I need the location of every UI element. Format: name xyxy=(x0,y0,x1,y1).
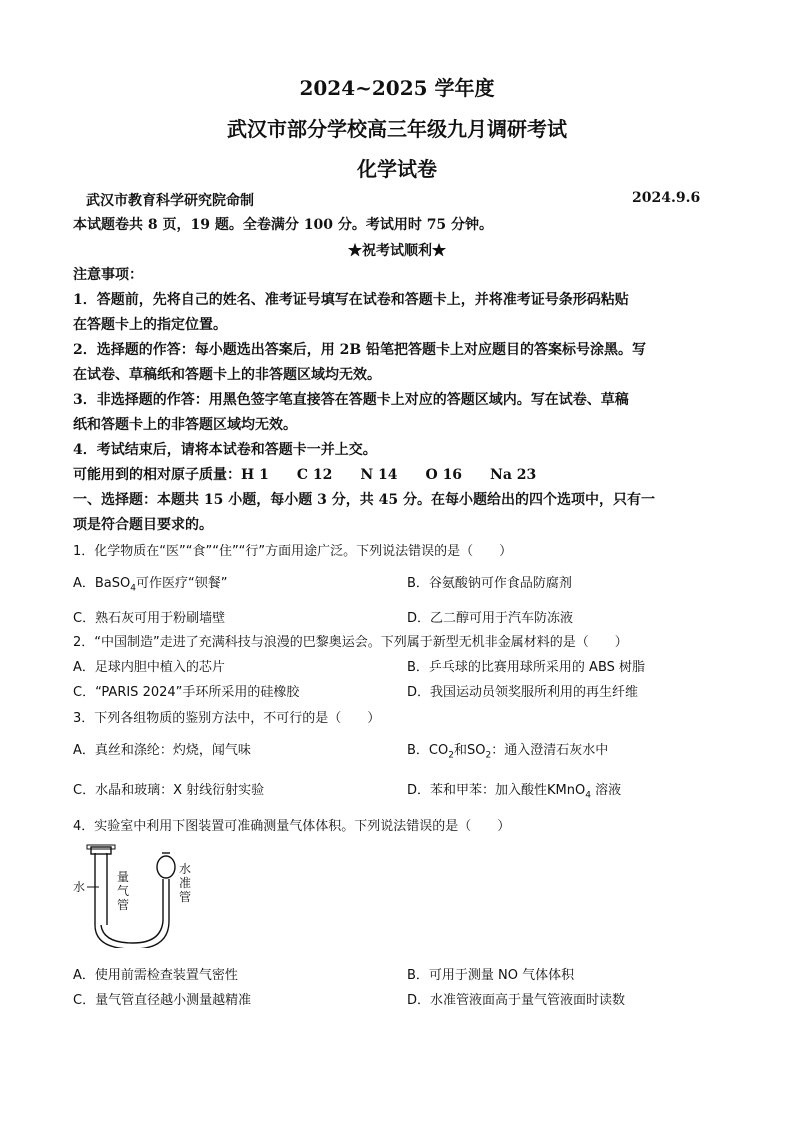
issuer: 武汉市教育科学研究院命制 xyxy=(86,193,254,209)
subject-title: 化学试卷 xyxy=(357,157,437,181)
exam-summary: 本试题卷共 8 页，19 题。全卷满分 100 分。考试用时 75 分钟。 xyxy=(73,217,494,233)
question-4-option-d: D．水准管液面高于量气管液面时读数 xyxy=(407,993,626,1008)
question-4-option-a: A．使用前需检查装置气密性 xyxy=(73,968,238,983)
question-2-option-a: A．足球内胆中植入的芯片 xyxy=(73,660,225,675)
question-3-stem: 3．下列各组物质的鉴别方法中，不可行的是（ ） xyxy=(73,711,381,726)
gas-measurement-apparatus xyxy=(73,843,213,948)
note-2-line-1: 2．选择题的作答：每小题选出答案后，用 2B 铅笔把答题卡上对应题目的答案标号涂黑。写 xyxy=(73,342,647,358)
question-3-option-a: A．真丝和涤纶：灼烧，闻气味 xyxy=(73,743,251,758)
exam-date: 2024.9.6 xyxy=(632,190,701,206)
question-4-option-b: B．可用于测量 NO 气体体积 xyxy=(407,968,575,983)
note-1-line-1: 1．答题前，先将自己的姓名、准考证号填写在试卷和答题卡上，并将准考证号条形码粘贴 xyxy=(73,292,629,308)
question-1-option-b: B．谷氨酸钠可作食品防腐剂 xyxy=(407,576,572,591)
note-1-line-2: 在答题卡上的指定位置。 xyxy=(73,317,227,333)
good-luck-banner: ★祝考试顺利★ xyxy=(348,243,446,259)
figure-label-level-tube: 水准管 xyxy=(179,862,192,904)
section-1-line-1: 一、选择题：本题共 15 小题，每小题 3 分，共 45 分。在每小题给出的四个选项中，只有一 xyxy=(73,492,655,508)
question-4-option-c: C．量气管直径越小测量越精准 xyxy=(73,993,252,1008)
question-2-option-c: C．“PARIS 2024”手环所采用的硅橡胶 xyxy=(73,685,300,700)
exam-title: 武汉市部分学校高三年级九月调研考试 xyxy=(227,117,567,141)
question-4-stem: 4．实验室中利用下图装置可准确测量气体体积。下列说法错误的是（ ） xyxy=(73,819,511,834)
atomic-masses: 可能用到的相对原子质量：H 1 C 12 N 14 O 16 Na 23 xyxy=(73,467,537,483)
question-3-option-c: C．水晶和玻璃：X 射线衍射实验 xyxy=(73,783,265,798)
question-1-stem: 1．化学物质在“医”“食”“住”“行”方面用途广泛。下列说法错误的是（ ） xyxy=(73,544,513,559)
figure-label-water: 水 xyxy=(73,880,86,894)
figure-label-gas-tube: 量气管 xyxy=(117,870,130,912)
note-4: 4．考试结束后，请将本试卷和答题卡一并上交。 xyxy=(73,442,377,458)
section-1-line-2: 项是符合题目要求的。 xyxy=(73,517,213,533)
question-1-option-a: A．BaSO$_4$可作医疗“钡餐” xyxy=(73,576,228,594)
notes-heading: 注意事项： xyxy=(73,267,143,283)
question-1-option-d: D．乙二醇可用于汽车防冻液 xyxy=(407,611,574,626)
question-3-option-d: D．苯和甲苯：加入酸性KMnO$_4$ 溶液 xyxy=(407,783,622,801)
school-year-title: 2024~2025 学年度 xyxy=(299,76,495,100)
question-2-option-d: D．我国运动员领奖服所利用的再生纤维 xyxy=(407,685,639,700)
question-3-option-b: B．$CO_2$和$SO_2$：通入澄清石灰水中 xyxy=(407,743,609,761)
note-2-line-2: 在试卷、草稿纸和答题卡上的非答题区域均无效。 xyxy=(73,367,381,383)
question-2-stem: 2．“中国制造”走进了充满科技与浪漫的巴黎奥运会。下列属于新型无机非金属材料的是（ ） xyxy=(73,635,628,650)
note-3-line-1: 3．非选择题的作答：用黑色签字笔直接答在答题卡上对应的答题区域内。写在试卷、草稿 xyxy=(73,392,629,408)
question-2-option-b: B．乒乓球的比赛用球所采用的 ABS 树脂 xyxy=(407,660,646,675)
question-1-option-c: C．熟石灰可用于粉刷墙壁 xyxy=(73,611,226,626)
note-3-line-2: 纸和答题卡上的非答题区域均无效。 xyxy=(73,417,297,433)
